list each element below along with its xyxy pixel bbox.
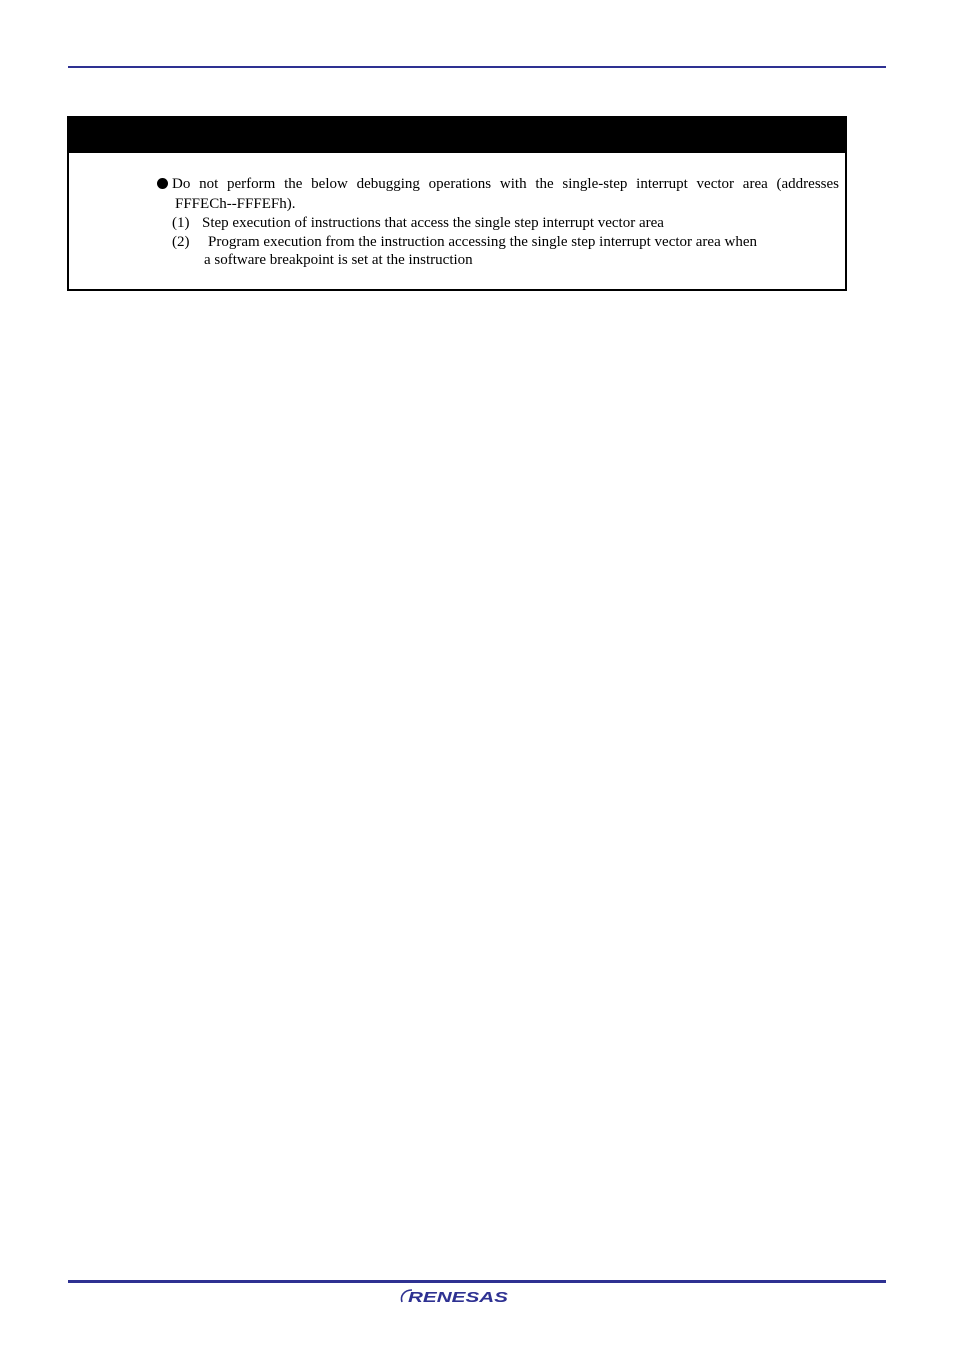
caution-bullet (157, 174, 839, 214)
bullet-text: Do not perform the below debugging operations with the single-step interrupt vector area (addresses (172, 176, 839, 192)
bullet-dot-icon (157, 178, 168, 189)
logo-text: RENESAS (408, 1289, 508, 1306)
numbered-item-2 (172, 233, 757, 251)
numbered-item-2-continuation: a software breakpoint is set at the instruction (204, 252, 473, 268)
header-rule (68, 66, 886, 68)
item-text: Step execution of instructions that access the single step interrupt vector area (202, 215, 664, 231)
item-marker: (1) (172, 215, 190, 231)
item-text: Program execution from the instruction accessing the single step interrupt vector area when (208, 234, 757, 250)
footer-rule (68, 1280, 886, 1283)
caution-header (69, 118, 845, 153)
numbered-item-1 (172, 214, 664, 232)
bullet-continuation: FFFECh--FFFEFh). (175, 196, 296, 212)
renesas-logo (399, 1286, 511, 1306)
caution-box (67, 116, 847, 291)
item-marker: (2) (172, 234, 190, 250)
